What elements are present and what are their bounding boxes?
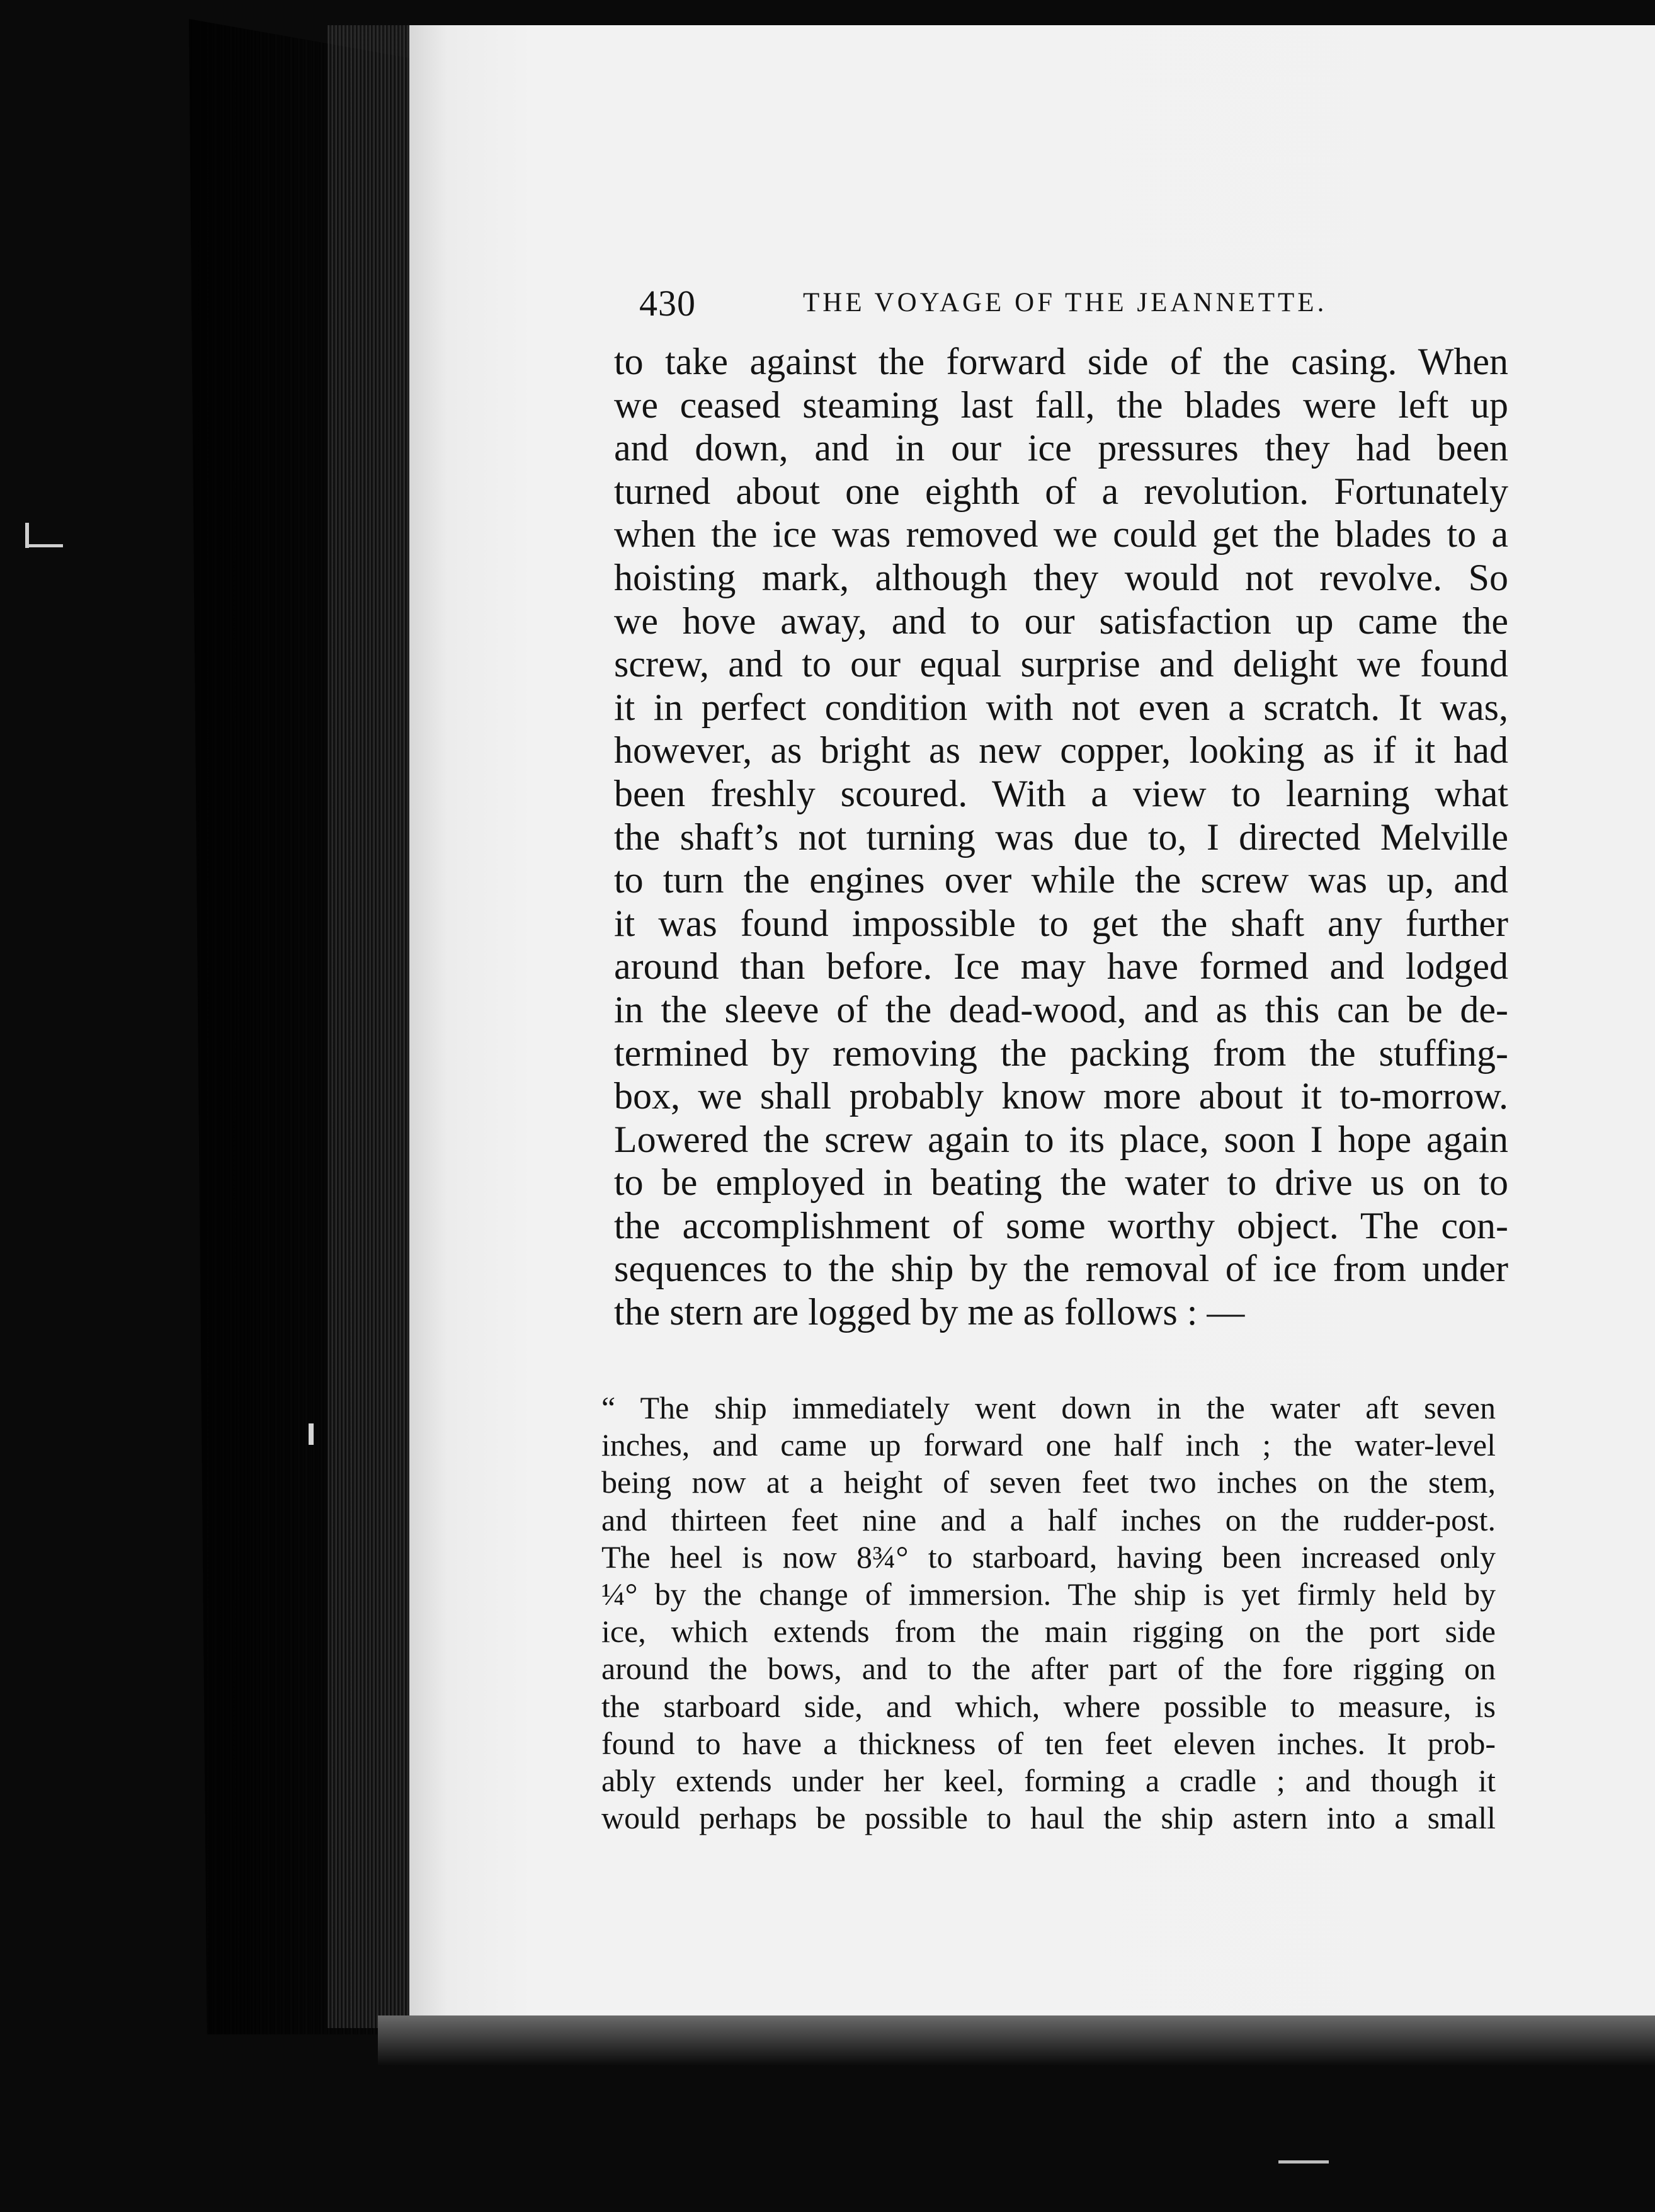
body-line: it in perfect condition with not even a scratch. It was, (614, 686, 1508, 728)
quote-line: found to have a thickness of ten feet eleven inches. It prob- (601, 1725, 1496, 1761)
page-header (639, 282, 1360, 326)
body-line: the stern are logged by me as follows : — (614, 1291, 1245, 1333)
body-line: we hove away, and to our satisfaction up came the (614, 600, 1508, 642)
body-paragraph (614, 340, 1508, 1334)
body-line: box, we shall probably know more about it to-morrow. (614, 1075, 1508, 1117)
body-line: to take against the forward side of the casing. When (614, 341, 1508, 382)
page-number: 430 (639, 283, 696, 324)
body-line: we ceased steaming last fall, the blades were left up (614, 384, 1508, 426)
quote-line: the starboard side, and which, where possible to measure, is (601, 1688, 1496, 1724)
quote-line: ¼° by the change of immersion. The ship is yet firmly held by (601, 1576, 1496, 1612)
body-line: hoisting mark, although they would not revolve. So (614, 556, 1508, 598)
running-head: THE VOYAGE OF THE JEANNETTE. (803, 288, 1328, 317)
scan-artifact-mark (309, 1423, 314, 1445)
quote-line: would perhaps be possible to haul the ship astern into a small (601, 1800, 1496, 1836)
quote-line: being now at a height of seven feet two inches on the stem, (601, 1464, 1496, 1500)
scan-artifact-mark (25, 544, 63, 547)
quote-line: and thirteen feet nine and a half inches on the rudder-post. (601, 1502, 1496, 1537)
body-line: around than before. Ice may have formed and lodged (614, 945, 1508, 988)
quote-line: The heel is now 8¾° to starboard, having been increased only (601, 1539, 1496, 1575)
body-line: however, as bright as new copper, looking as if it had (614, 729, 1508, 772)
scan-artifact-mark (1278, 2160, 1329, 2164)
quote-line: “ The ship immediately went down in the water aft seven (601, 1390, 1496, 1425)
quote-line: ice, which extends from the main rigging on the port side (601, 1614, 1496, 1650)
body-line: and down, and in our ice pressures they had been (614, 427, 1508, 469)
body-line: termined by removing the packing from the stuffing- (614, 1032, 1508, 1074)
body-line: in the sleeve of the dead-wood, and as this can be de- (614, 988, 1508, 1030)
body-line: the shaft’s not turning was due to, I directed Melville (614, 816, 1508, 858)
body-line: sequences to the ship by the removal of ice from under (614, 1248, 1508, 1290)
body-line: to turn the engines over while the screw was up, and (614, 859, 1508, 901)
book-fore-edge-highlight (327, 25, 416, 2028)
quote-line: around the bows, and to the after part of the fore rigging on (601, 1651, 1496, 1687)
page-bottom-shadow (378, 2015, 1655, 2066)
body-line: been freshly scoured. With a view to learning what (614, 772, 1508, 814)
quote-line: inches, and came up forward one half inch ; the water-level (601, 1427, 1496, 1463)
log-quotation (601, 1389, 1496, 1837)
body-line: when the ice was removed we could get the blades to a (614, 513, 1508, 556)
body-line: to be employed in beating the water to drive us on to (614, 1161, 1508, 1204)
body-line: it was found impossible to get the shaft any further (614, 902, 1508, 944)
body-line: the accomplishment of some worthy object. The con- (614, 1204, 1508, 1246)
body-line: Lowered the screw again to its place, soon I hope again (614, 1118, 1508, 1160)
body-line: screw, and to our equal surprise and delight we found (614, 643, 1508, 685)
quote-line: ably extends under her keel, forming a cradle ; and though it (601, 1762, 1496, 1798)
body-line: turned about one eighth of a revolution. Fortunately (614, 470, 1508, 512)
